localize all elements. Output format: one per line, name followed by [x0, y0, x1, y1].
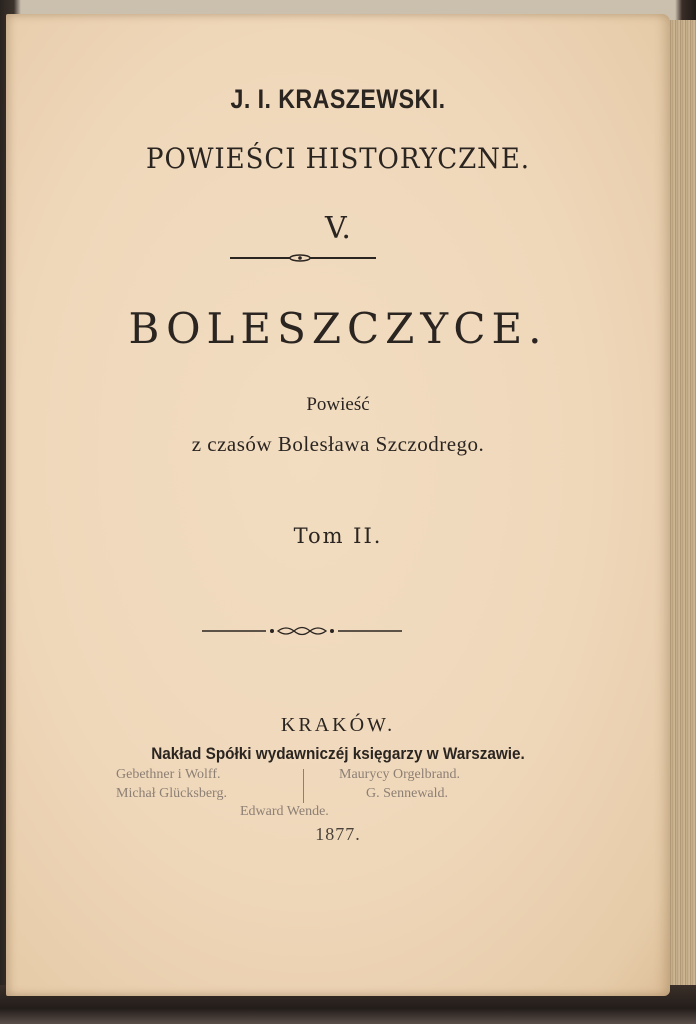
author-name: J. I. KRASZEWSKI. — [230, 84, 446, 114]
bookseller-name: G. Sennewald. — [366, 786, 449, 801]
imprint-year: 1877. — [315, 824, 361, 844]
page-edges — [666, 20, 696, 1000]
title-page — [6, 14, 670, 996]
book-title: BOLESZCZYCE. — [128, 304, 548, 353]
subtitle-era: z czasów Bolesława Szczodrego. — [191, 432, 485, 456]
bookseller-name: Edward Wende. — [240, 804, 329, 819]
volume-number: V. — [325, 211, 351, 246]
imprint-publisher: Nakład Spółki wydawniczéj księgarzy w Warszawie. — [151, 744, 525, 763]
rule-ornament-icon — [200, 624, 404, 638]
imprint-place: KRAKÓW. — [280, 714, 396, 736]
bookseller-name: Maurycy Orgelbrand. — [339, 767, 461, 782]
booksellers-divider — [303, 769, 304, 803]
bookseller-name: Gebethner i Wolff. — [116, 767, 221, 782]
rule-ornament-icon — [228, 252, 378, 264]
subtitle-genre: Powieść — [306, 394, 370, 415]
tome-number: Tom II. — [293, 524, 383, 548]
bookseller-name: Michał Glücksberg. — [116, 786, 227, 801]
series-title: POWIEŚCI HISTORYCZNE. — [146, 142, 530, 175]
